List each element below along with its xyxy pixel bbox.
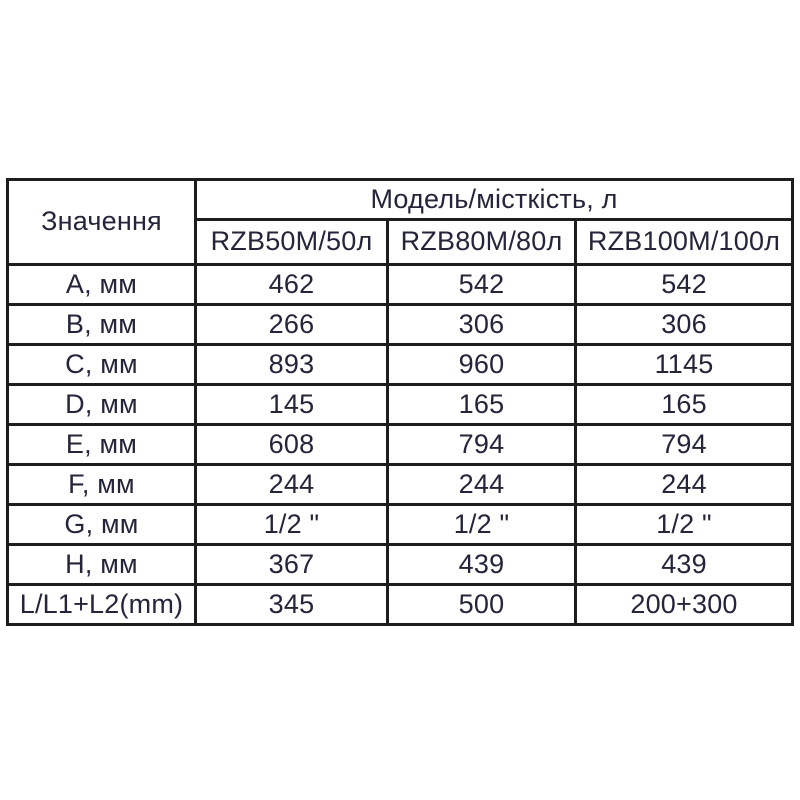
value-cell: 244 <box>388 465 576 505</box>
value-cell: 306 <box>388 305 576 345</box>
table-row-d <box>8 385 793 425</box>
table-row-b <box>8 305 793 345</box>
column-header-cell-rzb80: RZB80M/80л <box>388 220 576 265</box>
table-row-f <box>8 465 793 505</box>
value-cell: 145 <box>196 385 388 425</box>
table-row-a <box>8 265 793 305</box>
value-cell: 893 <box>196 345 388 385</box>
value-cell: 439 <box>388 545 576 585</box>
row-label-cell: G, мм <box>8 505 196 545</box>
value-cell: 542 <box>576 265 793 305</box>
value-cell: 1145 <box>576 345 793 385</box>
value-cell: 1/2 " <box>196 505 388 545</box>
value-cell: 266 <box>196 305 388 345</box>
group-header-cell: Модель/місткість, л <box>196 180 793 220</box>
value-cell: 794 <box>576 425 793 465</box>
value-cell: 1/2 " <box>576 505 793 545</box>
row-label-cell: B, мм <box>8 305 196 345</box>
table-row-g <box>8 505 793 545</box>
value-cell: 462 <box>196 265 388 305</box>
value-cell: 244 <box>196 465 388 505</box>
corner-header-cell: Значення <box>8 180 196 265</box>
table-row-h <box>8 545 793 585</box>
value-cell: 500 <box>388 585 576 625</box>
row-label-cell: H, мм <box>8 545 196 585</box>
value-cell: 1/2 " <box>388 505 576 545</box>
row-label-cell: A, мм <box>8 265 196 305</box>
value-cell: 244 <box>576 465 793 505</box>
value-cell: 608 <box>196 425 388 465</box>
row-label-cell: F, мм <box>8 465 196 505</box>
value-cell: 306 <box>576 305 793 345</box>
table-row-c <box>8 345 793 385</box>
row-label-cell: E, мм <box>8 425 196 465</box>
value-cell: 794 <box>388 425 576 465</box>
column-header-cell-rzb50: RZB50M/50л <box>196 220 388 265</box>
row-label-cell: C, мм <box>8 345 196 385</box>
table-row-l <box>8 585 793 625</box>
value-cell: 960 <box>388 345 576 385</box>
value-cell: 439 <box>576 545 793 585</box>
value-cell: 542 <box>388 265 576 305</box>
value-cell: 200+300 <box>576 585 793 625</box>
table-row-e <box>8 425 793 465</box>
value-cell: 345 <box>196 585 388 625</box>
value-cell: 367 <box>196 545 388 585</box>
value-cell: 165 <box>576 385 793 425</box>
spec-table <box>6 178 794 626</box>
value-cell: 165 <box>388 385 576 425</box>
group-header-row <box>8 180 793 220</box>
column-header-cell-rzb100: RZB100M/100л <box>576 220 793 265</box>
row-label-cell: L/L1+L2(mm) <box>8 585 196 625</box>
row-label-cell: D, мм <box>8 385 196 425</box>
